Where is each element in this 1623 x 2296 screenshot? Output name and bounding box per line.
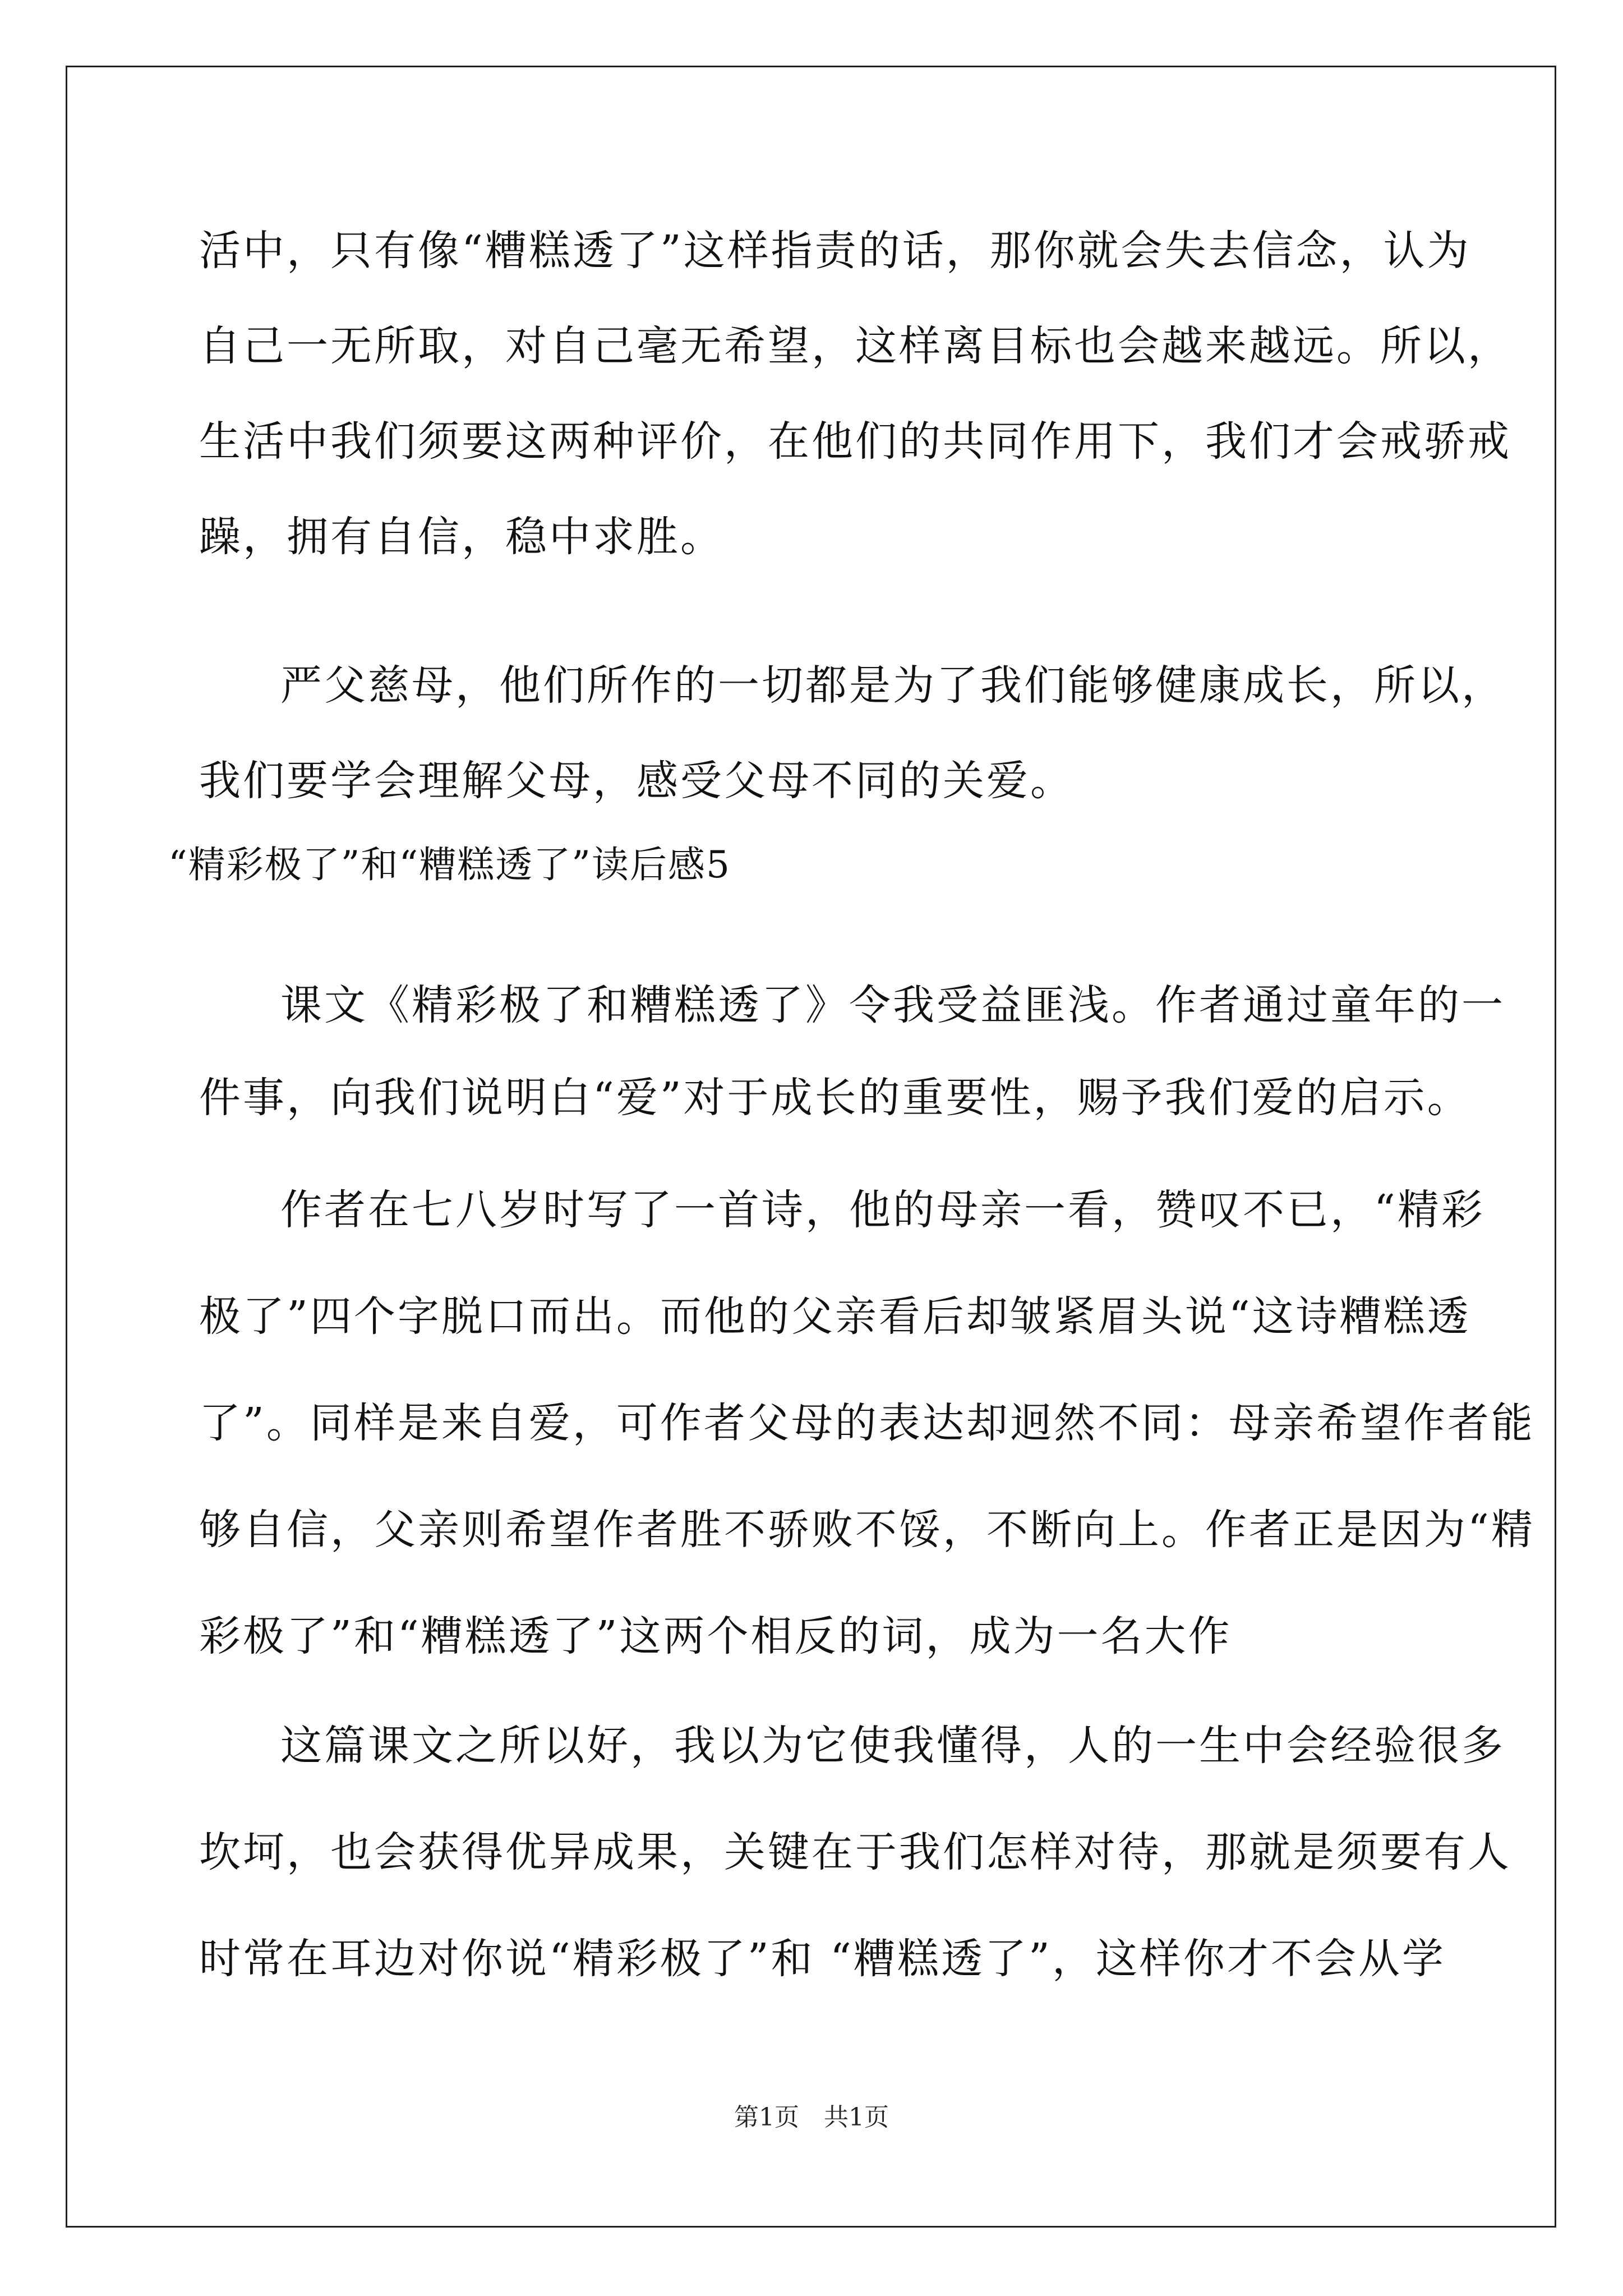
- paragraph-2-line-1: 严父慈母，他们所作的一切都是为了我们能够健康成长，所以，: [280, 661, 1505, 710]
- paragraph-1-line-1: 活中，只有像“糟糕透了”这样指责的话，那你就会失去信念，认为: [199, 227, 1471, 275]
- paragraph-3-line-1: 课文《精彩极了和糟糕透了》令我受益匪浅。作者通过童年的一: [280, 981, 1505, 1029]
- paragraph-2-line-2: 我们要学会理解父母，感受父母不同的关爱。: [199, 757, 1074, 805]
- page-border: [66, 66, 1556, 2228]
- paragraph-4-line-3: 了”。同样是来自爱，可作者父母的表达却迥然不同：母亲希望作者能: [199, 1399, 1535, 1447]
- paragraph-5-line-3: 时常在耳边对你说“精彩极了”和 “糟糕透了”，这样你才不会从学: [199, 1935, 1446, 1983]
- paragraph-3-line-2: 件事，向我们说明白“爱”对于成长的重要性，赐予我们爱的启示。: [199, 1074, 1471, 1122]
- paragraph-5-line-2: 坎坷，也会获得优异成果，关键在于我们怎样对待，那就是须要有人: [199, 1828, 1511, 1876]
- section-title: “精彩极了”和“糟糕透了”读后感5: [168, 843, 731, 886]
- paragraph-4-line-1: 作者在七八岁时写了一首诗，他的母亲一看，赞叹不已，“精彩: [280, 1186, 1485, 1234]
- paragraph-1-line-2: 自己一无所取，对自己毫无希望，这样离目标也会越来越远。所以，: [199, 322, 1511, 370]
- page-number-footer: 第1页 共1页: [734, 2103, 889, 2132]
- paragraph-1-line-4: 躁，拥有自信，稳中求胜。: [199, 513, 724, 561]
- paragraph-4-line-4: 够自信，父亲则希望作者胜不骄败不馁，不断向上。作者正是因为“精: [199, 1506, 1535, 1554]
- paragraph-5-line-1: 这篇课文之所以好，我以为它使我懂得，人的一生中会经验很多: [280, 1722, 1505, 1770]
- paragraph-4-line-2: 极了”四个字脱口而出。而他的父亲看后却皱紧眉头说“这诗糟糕透: [199, 1292, 1471, 1341]
- paragraph-1-line-3: 生活中我们须要这两种评价，在他们的共同作用下，我们才会戒骄戒: [199, 417, 1511, 466]
- paragraph-4-line-5: 彩极了”和“糟糕透了”这两个相反的词，成为一名大作: [199, 1612, 1232, 1660]
